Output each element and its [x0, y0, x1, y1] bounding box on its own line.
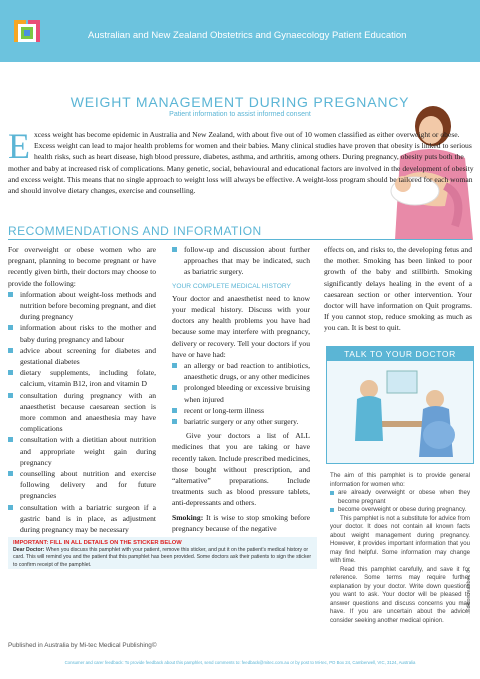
smoking-label: Smoking:	[172, 512, 204, 522]
doctor-sticker-notice	[8, 537, 317, 569]
feedback-footer: Consumer and carer feedback: To provide feedback about this pamphlet, send comments to: feedback@mitec.com.au or by post to Mi-tec, PO Box 24, Camberwell, VIC, 3124, Australia	[64, 660, 416, 665]
aim-paragraph-1: This pamphlet is not a substitute for advice from your doctor. It does not contain all known facts about weight management during pregnancy. However, it provides important information that you may find helpful. Some information may change with time.	[330, 514, 470, 564]
section-divider	[8, 239, 472, 240]
sticker-label: Dear Doctor:	[13, 547, 45, 554]
list-item: counselling about nutrition and exercise following delivery and for future pregnancies	[8, 468, 156, 502]
list-item: bariatric surgery or any other surgery.	[172, 416, 310, 427]
col3-text: effects on, and risks to, the developing fetus and the mother. Smoking has been linked to poor growth of the baby and stillbirth. Smoking significantly delays healing in the event of a caesarean section or other intervention. Your doctor will have information on Quit programs. If you cannot stop, reduce smoking as much as you can. It is best to quit.	[324, 245, 472, 333]
aim-paragraph-2: Read this pamphlet carefully, and save it for reference. Some terms may require further explanation by your doctor. Write down questions you want to ask. Your doctor will be pleased to answer questions and discuss concerns you may have. If you are uncertain about the advice, consider seeking another medical opinion.	[330, 565, 470, 624]
header-banner	[0, 0, 480, 62]
history-subheading: YOUR COMPLETE MEDICAL HISTORY	[172, 282, 291, 290]
sticker-title: IMPORTANT: FILL IN ALL DETAILS ON THE STICKER BELOW	[13, 540, 182, 546]
page-title: WEIGHT MANAGEMENT DURING PREGNANCY	[70, 94, 410, 110]
intro-text: xcess weight has become epidemic in Australia and New Zealand, with about five out of 10 women classified as either overweight or obese. Excess weight can lead to major health problems for women and their babies. Many clinical studies have proven that obesity is linked to serious health risks, such as heart disease, high blood pressure, diabetes, asthma, and arthritis, among others. During pregnancy, obesity puts both the mother and baby at increased risk of complications. Many genetic, social, behavioural and educational factors are involved in the development of obesity and excess weight. This means that no single approach to weight loss will always be effective. A weight-loss program should be tailored for each woman and should involve dietary changes, exercise and counselling.	[8, 130, 474, 196]
aim-section	[330, 472, 470, 625]
dropcap: E	[8, 126, 30, 166]
list-item: an allergy or bad reaction to antibiotics, anaesthetic drugs, or any other medicines	[172, 360, 310, 382]
section-heading: RECOMMENDATIONS AND INFORMATION	[8, 224, 262, 238]
edition-number: Edition number: 8	[466, 569, 472, 612]
page-subtitle: Patient information to assist informed consent	[169, 111, 311, 118]
list-item: consultation during pregnancy with an anaesthetist because caesarean section is more common and anaesthesia may have complications	[8, 390, 156, 435]
book-logo-icon	[12, 16, 42, 46]
medicines-paragraph: Give your doctors a list of ALL medicines that you are taking or have recently taken. Include prescribed medicines, those bought without prescription, and “alternative” preparations. Include treatments such as blood pressure tablets, anti-depressants and others.	[172, 431, 310, 508]
aim-lead: The aim of this pamphlet is to provide general information for women who:	[330, 472, 470, 488]
list-item: prolonged bleeding or excessive bruising when injured	[172, 382, 310, 404]
sticker-body	[13, 547, 312, 569]
doctor-consultation-illustration	[327, 361, 473, 463]
list-item: follow-up and discussion about further approaches that may be indicated, such as bariatric surgery.	[172, 244, 310, 278]
list-item: become overweight or obese during pregnancy.	[330, 506, 470, 515]
publisher-credit: Published in Australia by Mi-tec Medical Publishing©	[8, 642, 157, 649]
column-3	[324, 244, 472, 334]
talk-to-doctor-box	[326, 346, 474, 464]
smoking-text: It is wise to stop smoking before pregnancy because of the negative	[172, 512, 310, 533]
list-item: advice about screening for diabetes and gestational diabetes	[8, 345, 156, 367]
history-paragraph: Your doctor and anaesthetist need to know your medical history. Discuss with your doctors any health problems you have had because some may interfere with pregnancy, delivery or recovery. Tell your doctors if you have or have had:	[172, 293, 310, 359]
banner-title: Australian and New Zealand Obstetrics and Gynaecology Patient Education	[88, 30, 407, 41]
col1-lead: For overweight or obese women who are pregnant, planning to become pregnant or have recently given birth, their doctors may choose to provide the following:	[8, 245, 156, 288]
list-item: information about weight-loss methods and nutrition before becoming pregnant, and diet during pregnancy	[8, 289, 156, 323]
list-item: are already overweight or obese when they become pregnant	[330, 489, 470, 506]
column-1	[8, 244, 156, 535]
list-item: consultation with a bariatric surgeon if a gastric band is in place, as adjustment during pregnancy may be necessary	[8, 502, 156, 536]
list-item: recent or long-term illness	[172, 405, 310, 416]
list-item: dietary supplements, including folate, calcium, vitamin B12, iron and vitamin D	[8, 367, 156, 389]
list-item: consultation with a dietitian about nutrition and appropriate weight gain during pregnancy	[8, 434, 156, 468]
talk-box-heading: TALK TO YOUR DOCTOR	[327, 347, 473, 361]
column-2	[172, 244, 310, 534]
smoking-paragraph	[172, 512, 310, 534]
list-item: information about risks to the mother and baby during pregnancy and labour	[8, 322, 156, 344]
intro-paragraph	[8, 126, 475, 196]
sticker-text: When you discuss this pamphlet with your patient, remove this sticker, and put it on the patient’s medical history or card. This will remind you and the patient that this pamphlet has been provided. Some doctors ask their patients to sign the sticker to confirm receipt of the pamphlet.	[13, 547, 312, 568]
